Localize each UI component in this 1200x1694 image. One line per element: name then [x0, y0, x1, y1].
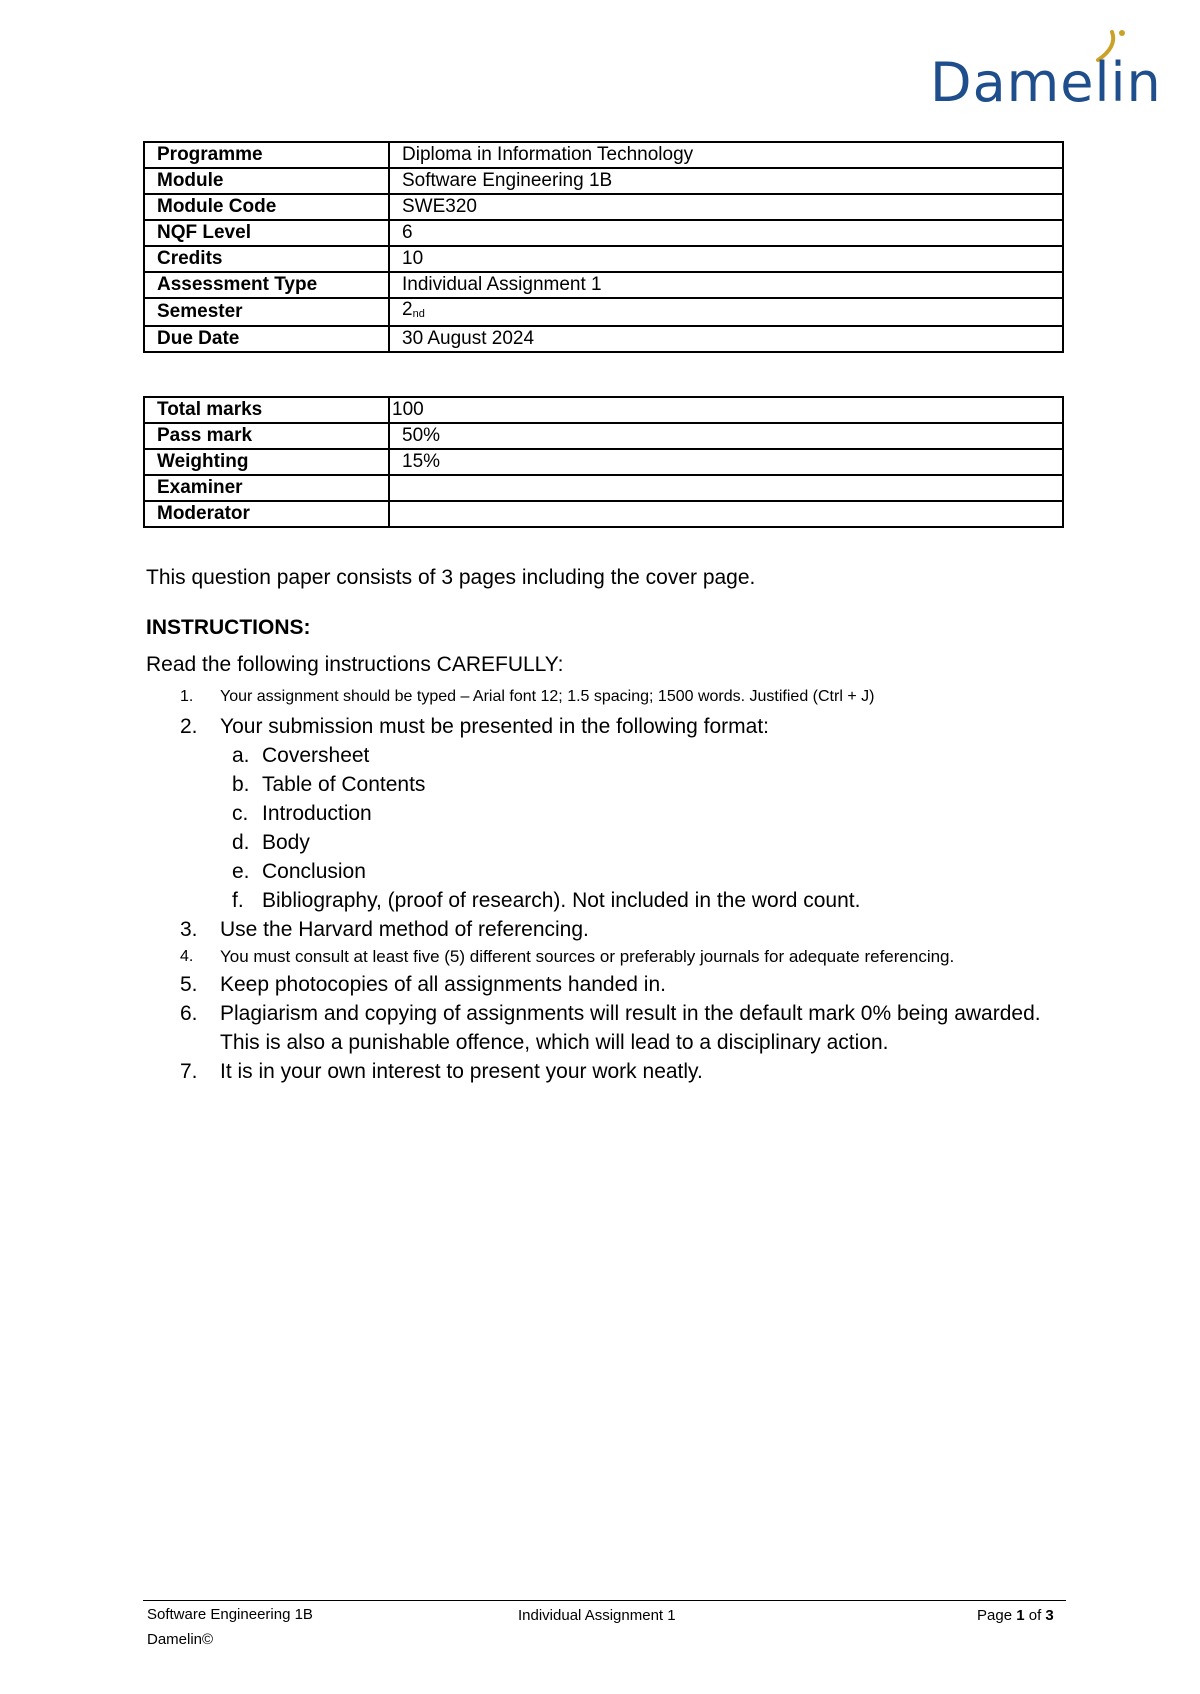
sublist-item	[220, 770, 1066, 799]
footer-assessment: Individual Assignment 1	[518, 1607, 676, 1624]
sublist-item	[220, 857, 1066, 886]
footer-page-number	[977, 1607, 1054, 1624]
sub-letter: e.	[232, 860, 250, 883]
intro-text: This question paper consists of 3 pages including the cover page.	[146, 566, 756, 589]
list-item	[146, 915, 1066, 944]
page-current: 1	[1016, 1607, 1025, 1624]
row-value: 30 August 2024	[389, 326, 1063, 352]
footer-divider	[143, 1600, 1066, 1601]
table-row	[144, 220, 1063, 246]
row-value: Software Engineering 1B	[389, 168, 1063, 194]
page-of: of	[1028, 1607, 1042, 1624]
footer-company: Damelin©	[147, 1631, 214, 1648]
list-item	[146, 999, 1066, 1057]
table-row	[144, 298, 1063, 326]
row-label: Weighting	[144, 449, 389, 475]
logo-text: Damelin	[930, 51, 1162, 114]
list-item	[146, 712, 1066, 915]
semester-suffix: nd	[412, 308, 425, 320]
sub-text: Conclusion	[262, 860, 366, 883]
item-number: 4.	[180, 948, 194, 965]
row-label: Moderator	[144, 501, 389, 527]
row-value: 100	[389, 397, 1063, 423]
row-value: 15%	[389, 449, 1063, 475]
sub-letter: a.	[232, 744, 250, 767]
row-value: Diploma in Information Technology	[389, 142, 1063, 168]
sublist-item	[220, 799, 1066, 828]
sublist-item	[220, 886, 1066, 915]
instructions-list	[146, 682, 1066, 1086]
damelin-logo	[920, 26, 1175, 116]
item-number: 5.	[180, 973, 198, 996]
row-value: 6	[389, 220, 1063, 246]
sub-letter: c.	[232, 802, 249, 825]
semester-value: 2	[402, 299, 413, 320]
table-row	[144, 475, 1063, 501]
row-value: 10	[389, 246, 1063, 272]
table-row	[144, 501, 1063, 527]
list-item	[146, 1057, 1066, 1086]
table-row	[144, 194, 1063, 220]
row-label: Module	[144, 168, 389, 194]
page-prefix: Page	[977, 1607, 1013, 1624]
row-label: Programme	[144, 142, 389, 168]
sub-letter: b.	[232, 773, 250, 796]
item-text: Keep photocopies of all assignments handed in.	[220, 973, 666, 996]
row-value	[389, 475, 1063, 501]
list-item	[146, 682, 1066, 712]
row-label: Assessment Type	[144, 272, 389, 298]
table-row	[144, 326, 1063, 352]
row-label: Credits	[144, 246, 389, 272]
row-value: Individual Assignment 1	[389, 272, 1063, 298]
item-number: 1.	[180, 688, 194, 705]
sublist-item	[220, 741, 1066, 770]
table-row	[144, 449, 1063, 475]
row-label: Pass mark	[144, 423, 389, 449]
sublist-item	[220, 828, 1066, 857]
row-value: 50%	[389, 423, 1063, 449]
row-value: SWE320	[389, 194, 1063, 220]
item-number: 6.	[180, 1002, 198, 1025]
item-text: Use the Harvard method of referencing.	[220, 918, 589, 941]
list-item	[146, 970, 1066, 999]
item-number: 7.	[180, 1060, 198, 1083]
sub-text: Introduction	[262, 802, 372, 825]
row-value	[389, 501, 1063, 527]
sub-text: Coversheet	[262, 744, 370, 767]
item-number: 3.	[180, 918, 198, 941]
module-details-table	[143, 141, 1064, 353]
marks-table	[143, 396, 1064, 528]
row-label: Due Date	[144, 326, 389, 352]
table-row	[144, 142, 1063, 168]
sub-letter: d.	[232, 831, 250, 854]
item-number: 2.	[180, 715, 198, 738]
row-label: Examiner	[144, 475, 389, 501]
row-value	[389, 298, 1063, 326]
sub-text: Table of Contents	[262, 773, 426, 796]
row-label: Semester	[144, 298, 389, 326]
item-text: It is in your own interest to present your work neatly.	[220, 1060, 703, 1083]
table-row	[144, 168, 1063, 194]
row-label: Module Code	[144, 194, 389, 220]
table-row	[144, 397, 1063, 423]
sub-letter: f.	[232, 889, 244, 912]
list-item	[146, 944, 1066, 970]
item-text: Your submission must be presented in the following format:	[220, 715, 770, 738]
row-label: Total marks	[144, 397, 389, 423]
format-sublist	[220, 741, 1066, 915]
sub-text: Body	[262, 831, 310, 854]
item-text: Your assignment should be typed – Arial font 12; 1.5 spacing; 1500 words. Justified (Ctrl + J)	[220, 688, 875, 705]
item-text: Plagiarism and copying of assignments will result in the default mark 0% being awarded. This is also a punishable offence, which will lead to a disciplinary action.	[220, 1002, 1041, 1054]
read-instructions-line: Read the following instructions CAREFULLY:	[146, 653, 564, 676]
footer-module: Software Engineering 1B	[147, 1606, 313, 1623]
row-label: NQF Level	[144, 220, 389, 246]
table-row	[144, 246, 1063, 272]
table-row	[144, 272, 1063, 298]
page-total: 3	[1045, 1607, 1054, 1624]
item-text: You must consult at least five (5) different sources or preferably journals for adequate referencing.	[220, 947, 955, 966]
instructions-heading: INSTRUCTIONS:	[146, 616, 311, 639]
sub-text: Bibliography, (proof of research). Not included in the word count.	[262, 889, 861, 912]
table-row	[144, 423, 1063, 449]
